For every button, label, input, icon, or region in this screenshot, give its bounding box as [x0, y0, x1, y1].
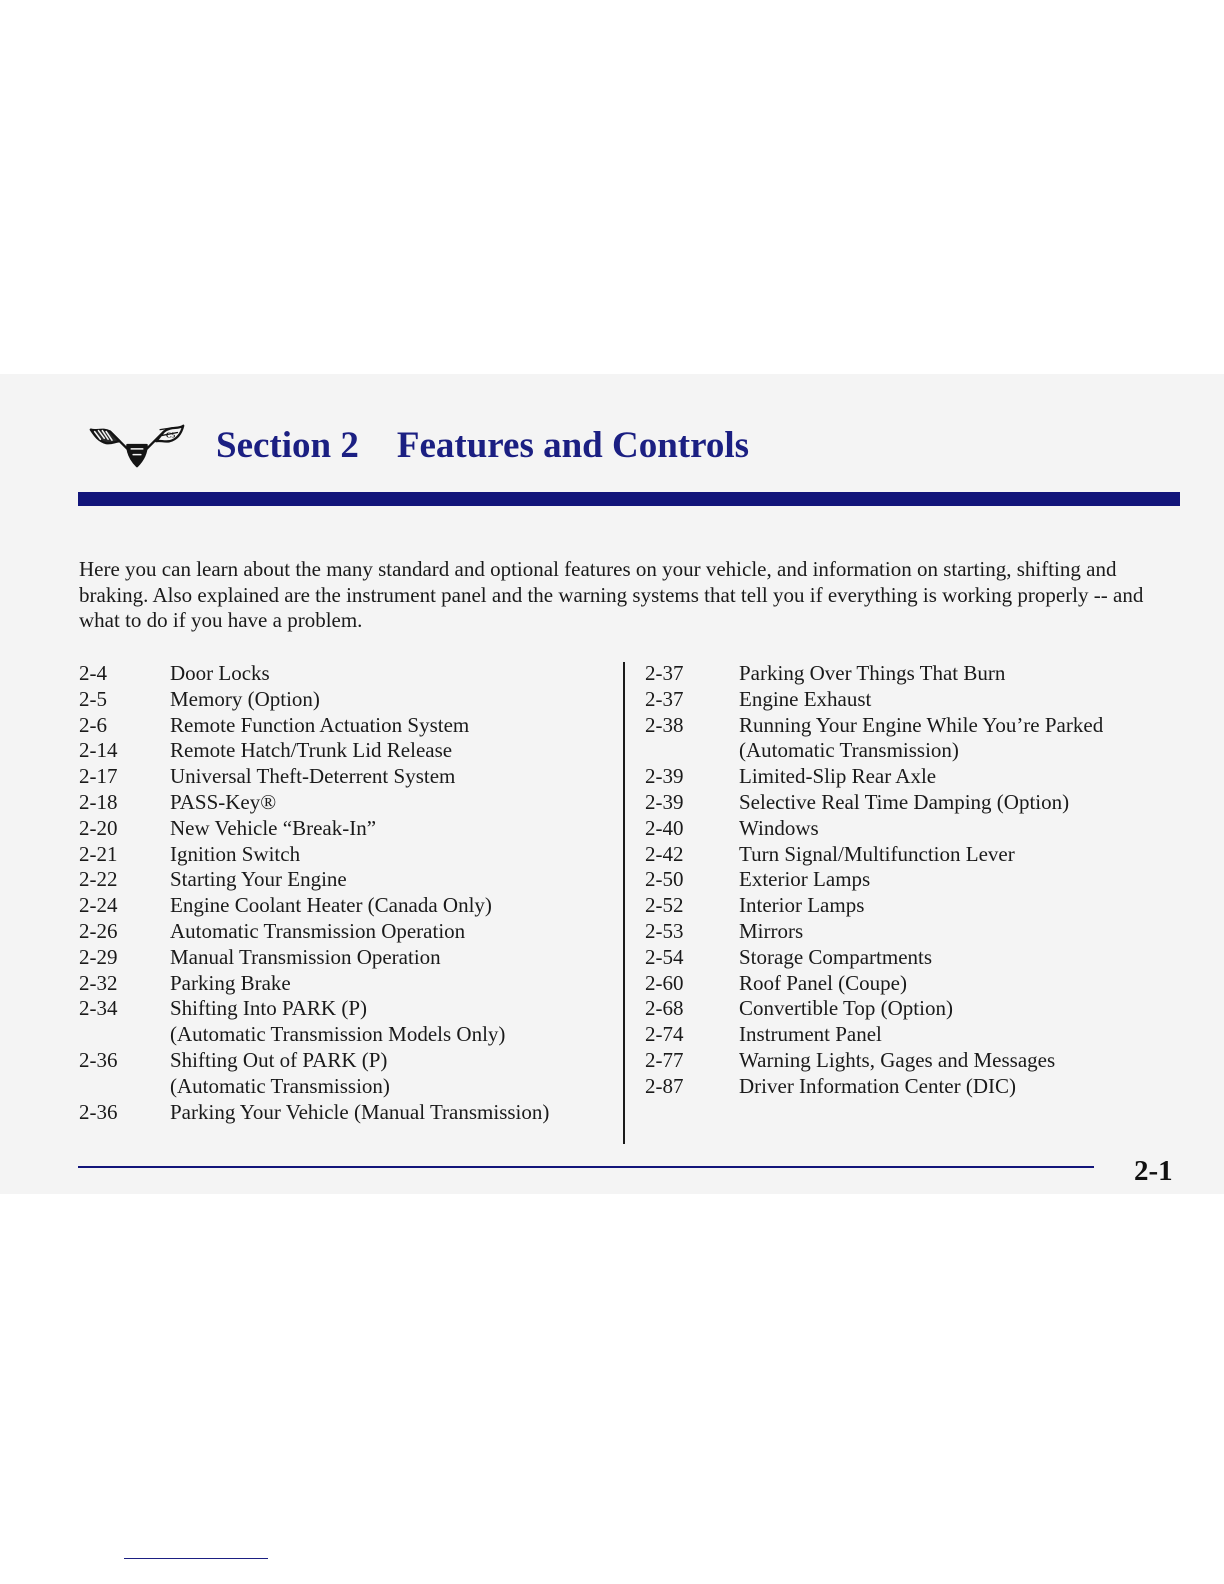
toc-entry	[645, 945, 1185, 971]
toc-page-number: 2-40	[645, 815, 684, 840]
section-title: Features and Controls	[396, 425, 750, 466]
toc-entry	[645, 790, 1185, 816]
toc-page-number: 2-26	[79, 918, 118, 943]
toc-entry	[645, 687, 1185, 713]
toc-page-number	[79, 1022, 170, 1048]
toc-page-number: 2-34	[79, 996, 118, 1021]
toc-page-number: 2-37	[645, 661, 684, 685]
toc-page-number: 2-36	[79, 1047, 118, 1072]
footer-rule	[78, 1166, 1094, 1168]
toc-entry-title: Parking Your Vehicle (Manual Transmission)	[170, 1099, 550, 1124]
toc-page-number: 2-53	[645, 918, 684, 943]
toc-entry-title: New Vehicle “Break-In”	[170, 815, 377, 840]
toc-entry-title: Door Locks	[170, 661, 270, 685]
toc-entry	[645, 764, 1185, 790]
toc-entry-title: Storage Compartments	[739, 944, 933, 969]
toc-page-number: 2-32	[79, 970, 118, 995]
toc-page-number: 2-24	[79, 893, 118, 918]
toc-entry-title: PASS-Key®	[170, 789, 277, 814]
toc-entry-title: Turn Signal/Multifunction Lever	[739, 841, 1015, 866]
toc-entry	[79, 1022, 619, 1048]
toc-page-number: 2-29	[79, 944, 118, 969]
toc-page-number: 2-5	[79, 686, 107, 711]
toc-page-number: 2-36	[79, 1099, 118, 1124]
toc-entry-title: Instrument Panel	[739, 1022, 882, 1047]
toc-entry	[645, 1074, 1185, 1100]
toc-entry-title: Exterior Lamps	[739, 867, 871, 892]
toc-entry	[645, 1022, 1185, 1048]
column-divider	[623, 662, 625, 1144]
section-number: Section 2	[216, 425, 359, 466]
toc-page-number: 2-54	[645, 944, 684, 969]
toc-entry-title: Manual Transmission Operation	[170, 944, 441, 969]
toc-entry-title: Windows	[739, 815, 819, 840]
toc-entry-title: Parking Brake	[170, 970, 291, 995]
toc-entry-title: Engine Coolant Heater (Canada Only)	[170, 893, 492, 918]
toc-entry-title: Interior Lamps	[739, 893, 865, 918]
toc-entry	[645, 842, 1185, 868]
toc-entry	[645, 893, 1185, 919]
toc-entry	[645, 1048, 1185, 1074]
toc-entry-title: Automatic Transmission Operation	[170, 918, 466, 943]
toc-entry	[645, 971, 1185, 997]
toc-entry	[79, 738, 619, 764]
toc-page-number: 2-22	[79, 867, 118, 892]
toc-entry-title: Selective Real Time Damping (Option)	[739, 789, 1070, 814]
toc-entry-title: Convertible Top (Option)	[739, 996, 953, 1021]
toc-entry-title: (Automatic Transmission Models Only)	[170, 1022, 506, 1047]
toc-entry	[79, 842, 619, 868]
toc-entry-title: (Automatic Transmission)	[739, 738, 959, 763]
toc-entry	[79, 867, 619, 893]
toc-page-number: 2-50	[645, 867, 684, 892]
page-title	[216, 422, 749, 470]
toc-page-number: 2-38	[645, 712, 684, 737]
toc-entry-title: Mirrors	[739, 918, 804, 943]
toc-entry-title: Ignition Switch	[170, 841, 301, 866]
toc-entry	[79, 661, 619, 687]
toc-entry	[645, 816, 1185, 842]
toc-page-number: 2-6	[79, 712, 107, 737]
toc-entry-title: Universal Theft-Deterrent System	[170, 764, 456, 789]
header-rule	[78, 492, 1180, 506]
toc-entry-title: Remote Function Actuation System	[170, 712, 470, 737]
toc-entry	[79, 1100, 619, 1126]
toc-page-number: 2-52	[645, 893, 684, 918]
intro-paragraph: Here you can learn about the many standard and optional features on your vehicle, and information on starting, shifting and braking. Also explained are the instrument panel and the warning systems that tell you if everything is working properly -- and what to do if you have a problem.	[79, 557, 1144, 632]
crossed-flags-emblem-icon	[88, 420, 186, 472]
svg-text:C5: C5	[165, 430, 176, 440]
toc-entry-title: Driver Information Center (DIC)	[739, 1073, 1016, 1098]
page-number: 2-1	[1134, 1155, 1173, 1187]
toc-entry	[79, 893, 619, 919]
toc-entry-title: Shifting Into PARK (P)	[170, 996, 368, 1021]
toc-entry	[645, 919, 1185, 945]
toc-entry	[645, 713, 1185, 739]
toc-page-number: 2-21	[79, 841, 118, 866]
toc-page-number: 2-68	[645, 996, 684, 1021]
toc-page-number	[645, 738, 739, 764]
toc-entry	[645, 738, 1185, 764]
toc-page-number: 2-4	[79, 661, 107, 685]
toc-entry-title: Remote Hatch/Trunk Lid Release	[170, 738, 453, 763]
toc-entry	[79, 816, 619, 842]
toc-entry	[645, 661, 1185, 687]
toc-page-number: 2-42	[645, 841, 684, 866]
toc-entry	[645, 867, 1185, 893]
contents-left-column	[79, 661, 619, 1125]
toc-page-number: 2-37	[645, 686, 684, 711]
toc-page-number: 2-87	[645, 1073, 684, 1098]
toc-entry	[79, 764, 619, 790]
toc-page-number: 2-20	[79, 815, 118, 840]
toc-entry	[79, 1074, 619, 1100]
toc-page-number: 2-17	[79, 764, 118, 789]
toc-entry	[645, 996, 1185, 1022]
toc-entry	[79, 971, 619, 997]
toc-entry	[79, 713, 619, 739]
toc-entry	[79, 1048, 619, 1074]
toc-entry-title: Shifting Out of PARK (P)	[170, 1047, 388, 1072]
toc-entry-title: Memory (Option)	[170, 686, 320, 711]
toc-entry	[79, 996, 619, 1022]
toc-page-number	[79, 1074, 170, 1100]
toc-entry-title: Engine Exhaust	[739, 686, 872, 711]
toc-entry-title: (Automatic Transmission)	[170, 1073, 390, 1098]
toc-entry	[79, 919, 619, 945]
toc-page-number: 2-77	[645, 1047, 684, 1072]
toc-page-number: 2-39	[645, 764, 684, 789]
toc-entry	[79, 687, 619, 713]
toc-entry	[79, 945, 619, 971]
contents-right-column	[645, 661, 1185, 1100]
toc-page-number: 2-74	[645, 1022, 684, 1047]
toc-entry-title: Parking Over Things That Burn	[739, 661, 1006, 685]
toc-entry	[79, 790, 619, 816]
toc-entry-title: Warning Lights, Gages and Messages	[739, 1047, 1056, 1072]
toc-page-number: 2-18	[79, 789, 118, 814]
toc-page-number: 2-14	[79, 738, 118, 763]
toc-entry-title: Limited-Slip Rear Axle	[739, 764, 937, 789]
footnote-rule	[124, 1558, 268, 1559]
toc-page-number: 2-39	[645, 789, 684, 814]
toc-entry-title: Starting Your Engine	[170, 867, 347, 892]
toc-page-number: 2-60	[645, 970, 684, 995]
toc-entry-title: Roof Panel (Coupe)	[739, 970, 907, 995]
toc-entry-title: Running Your Engine While You’re Parked	[739, 712, 1104, 737]
